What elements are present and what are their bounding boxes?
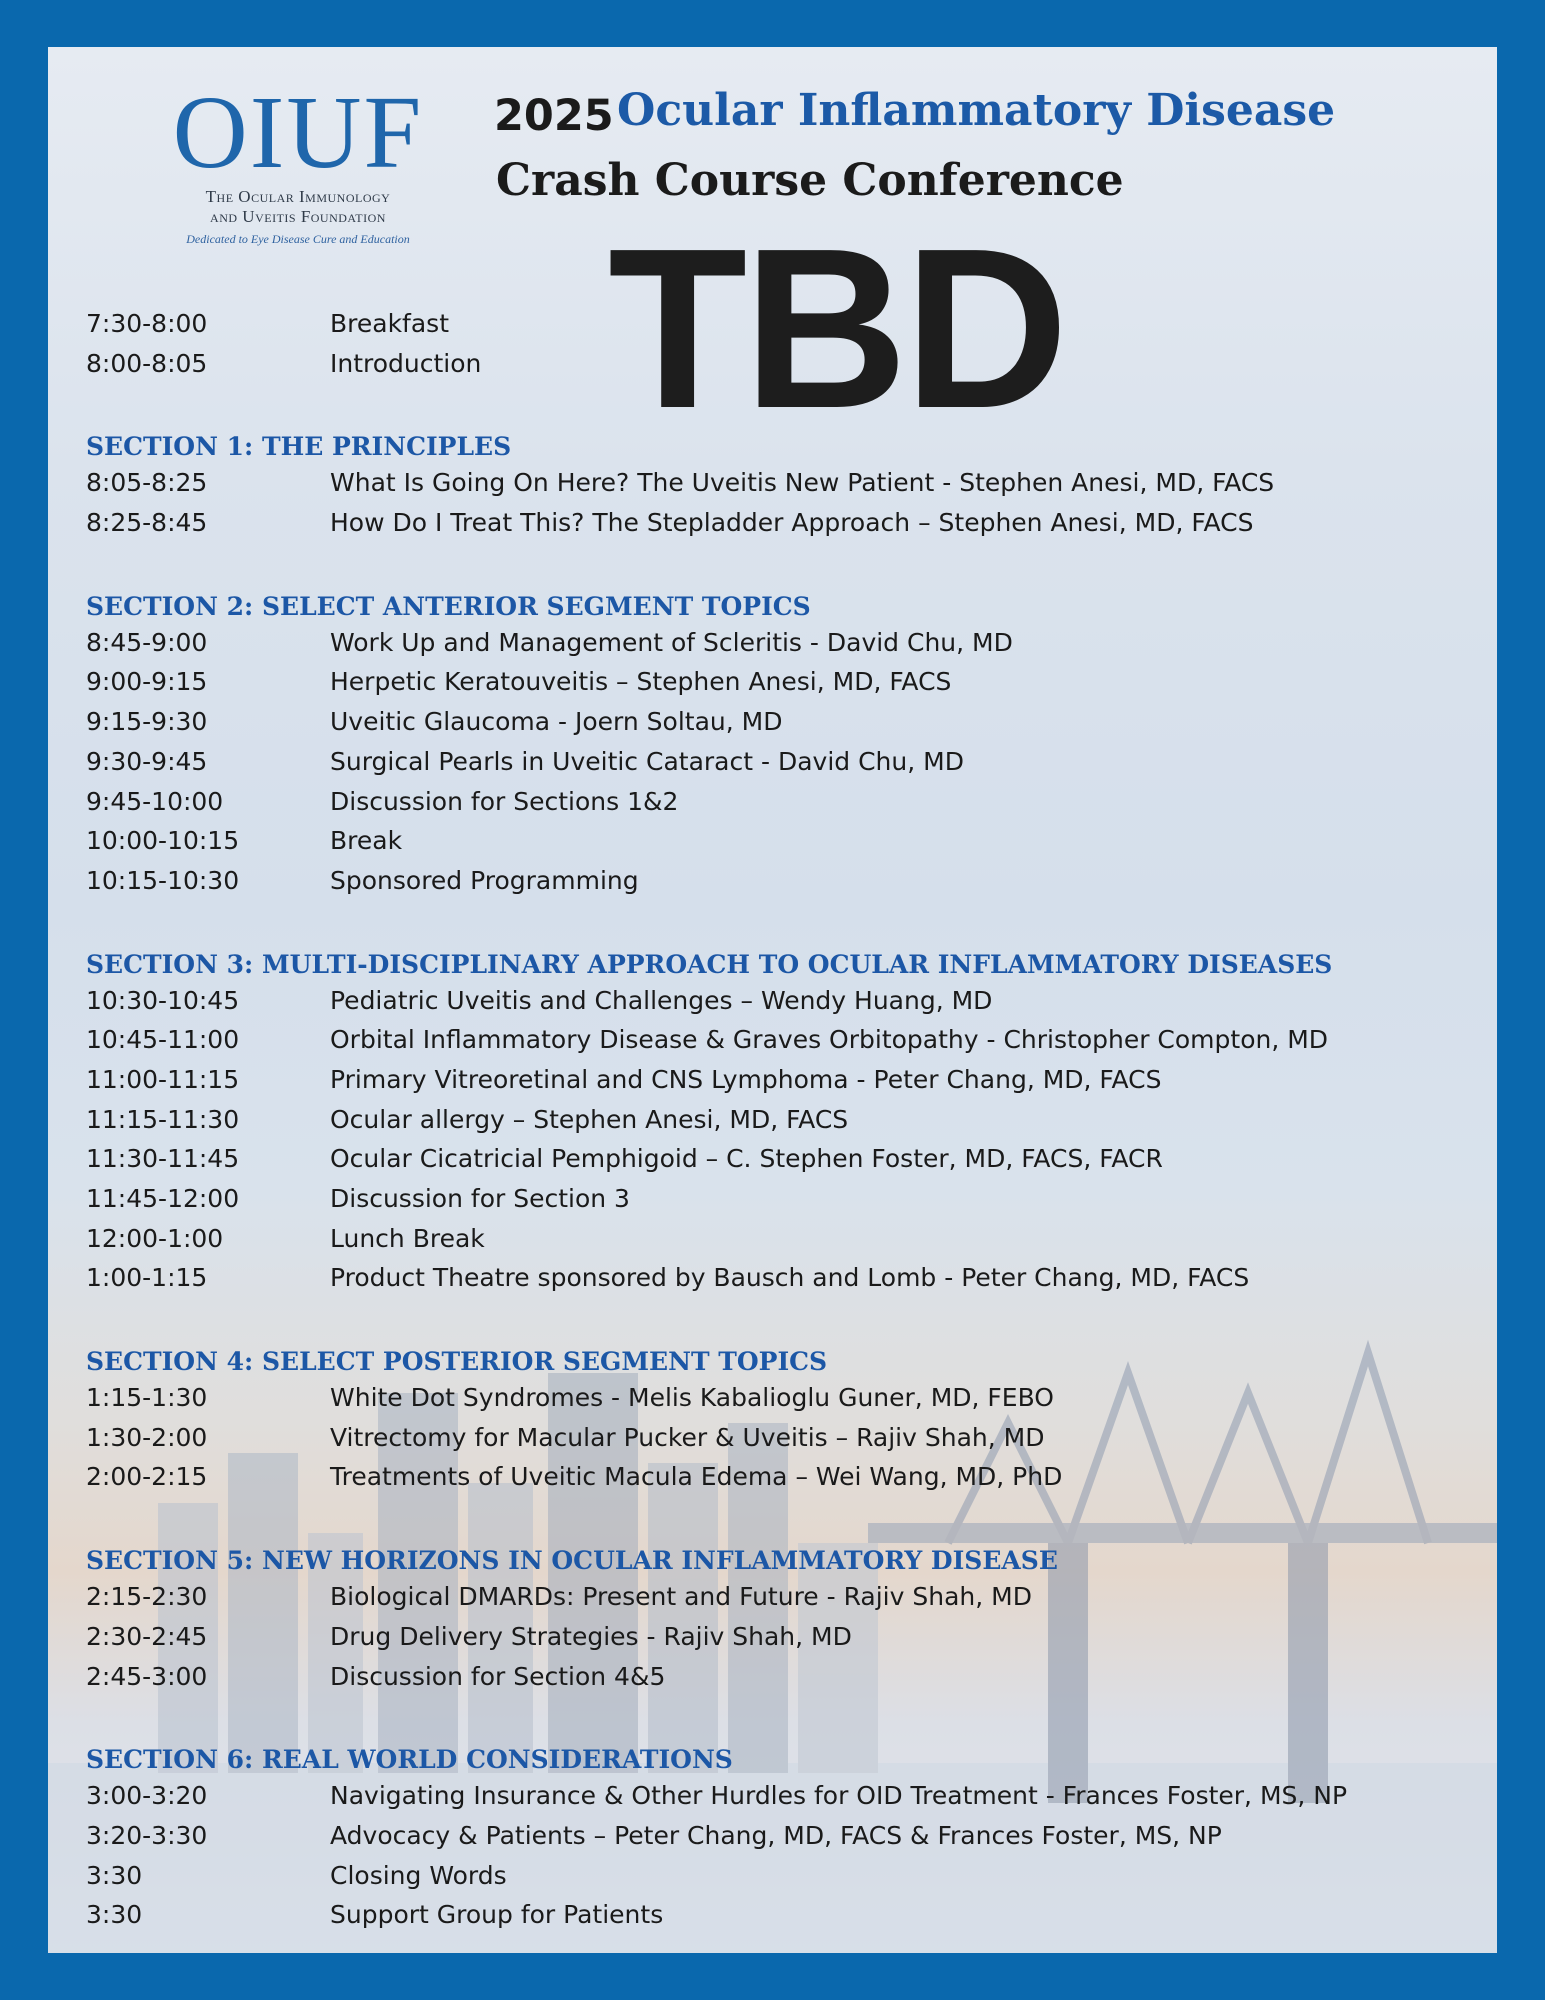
agenda-row <box>86 305 1486 345</box>
agenda-desc: White Dot Syndromes - Melis Kabalioglu Guner, MD, FEBO <box>330 1383 1054 1413</box>
agenda-desc: Ocular Cicatricial Pemphigoid – C. Stephen Foster, MD, FACS, FACR <box>330 1144 1163 1174</box>
agenda-row <box>86 1140 1486 1180</box>
agenda-desc: Drug Delivery Strategies - Rajiv Shah, MD <box>330 1621 852 1651</box>
agenda-desc: Herpetic Keratouveitis – Stephen Anesi, MD, FACS <box>330 667 952 697</box>
agenda-time: 1:15-1:30 <box>86 1383 208 1413</box>
agenda-row <box>86 703 1486 743</box>
agenda-row <box>86 1061 1486 1101</box>
section-heading: SECTION 3: MULTI-DISCIPLINARY APPROACH TO OCULAR INFLAMMATORY DISEASES <box>86 949 1333 979</box>
conference-title: Ocular Inflammatory Disease <box>617 85 1336 136</box>
agenda-row <box>86 783 1486 823</box>
agenda-desc: Break <box>330 826 403 856</box>
agenda-time: 8:45-9:00 <box>86 627 208 657</box>
agenda-time: 3:30 <box>86 1900 143 1930</box>
agenda-desc: Discussion for Section 4&5 <box>330 1661 666 1691</box>
section-heading: SECTION 1: THE PRINCIPLES <box>86 432 512 462</box>
agenda-desc: Pediatric Uveitis and Challenges – Wendy Huang, MD <box>330 985 993 1015</box>
agenda-time: 2:00-2:15 <box>86 1462 208 1492</box>
agenda-row <box>86 464 1486 504</box>
logo-name-line2: and Uveitis Foundation <box>210 207 386 226</box>
agenda-desc: Primary Vitreoretinal and CNS Lymphoma - Peter Chang, MD, FACS <box>330 1064 1162 1094</box>
agenda-time: 9:15-9:30 <box>86 707 208 737</box>
agenda-row <box>86 862 1486 902</box>
agenda-desc: Introduction <box>330 348 482 378</box>
agenda-desc: Closing Words <box>330 1860 507 1890</box>
agenda-desc: How Do I Treat This? The Stepladder Approach – Stephen Anesi, MD, FACS <box>330 508 1254 538</box>
section-heading: SECTION 5: NEW HORIZONS IN OCULAR INFLAMMATORY DISEASE <box>86 1546 1058 1576</box>
agenda-desc: Discussion for Sections 1&2 <box>330 786 679 816</box>
agenda-desc: Discussion for Section 3 <box>330 1184 630 1213</box>
agenda-time: 11:30-11:45 <box>86 1144 240 1174</box>
agenda-time: 8:00-8:05 <box>86 348 208 378</box>
section-heading: SECTION 6: REAL WORLD CONSIDERATIONS <box>86 1745 733 1775</box>
agenda-time: 2:30-2:45 <box>86 1621 208 1651</box>
agenda-row <box>86 1458 1486 1498</box>
agenda-row <box>86 1618 1486 1658</box>
agenda-desc: Lunch Break <box>330 1223 485 1253</box>
agenda-desc: Navigating Insurance & Other Hurdles for OID Treatment - Frances Foster, MS, NP <box>330 1781 1348 1811</box>
agenda-desc: Work Up and Management of Scleritis - David Chu, MD <box>330 627 1013 657</box>
agenda-desc: Advocacy & Patients – Peter Chang, MD, FACS & Frances Foster, MS, NP <box>330 1820 1222 1850</box>
agenda-row <box>86 1578 1486 1618</box>
section-heading: SECTION 2: SELECT ANTERIOR SEGMENT TOPICS <box>86 591 811 621</box>
logo-tagline: Dedicated to Eye Disease Cure and Education <box>186 232 410 246</box>
logo-mark: OIUF <box>172 75 424 190</box>
agenda-row <box>86 345 1486 385</box>
agenda-row <box>86 1180 1486 1220</box>
agenda-desc: Vitrectomy for Macular Pucker & Uveitis – Rajiv Shah, MD <box>330 1422 1045 1452</box>
agenda-time: 8:05-8:25 <box>86 468 208 498</box>
agenda-row <box>86 1777 1486 1817</box>
agenda-row <box>86 1101 1486 1141</box>
agenda-row <box>86 1379 1486 1419</box>
agenda-desc: Orbital Inflammatory Disease & Graves Orbitopathy - Christopher Compton, MD <box>330 1025 1329 1055</box>
agenda-time: 11:15-11:30 <box>86 1104 240 1134</box>
section-heading: SECTION 4: SELECT POSTERIOR SEGMENT TOPICS <box>86 1347 828 1377</box>
agenda-row <box>86 1896 1486 1936</box>
agenda-time: 9:00-9:15 <box>86 667 208 697</box>
agenda-time: 11:00-11:15 <box>86 1064 240 1094</box>
agenda-time: 9:30-9:45 <box>86 746 208 776</box>
agenda-row <box>86 663 1486 703</box>
agenda-time: 9:45-10:00 <box>86 786 224 816</box>
oiuf-logo <box>163 75 433 247</box>
agenda-row <box>86 1419 1486 1459</box>
agenda-time: 11:45-12:00 <box>86 1184 240 1213</box>
location-tbd: TBD <box>608 202 1065 456</box>
agenda-desc: Support Group for Patients <box>330 1900 664 1930</box>
agenda-desc: Breakfast <box>330 309 450 338</box>
agenda-row <box>86 982 1486 1022</box>
agenda-row <box>86 822 1486 862</box>
agenda-time: 10:00-10:15 <box>86 826 240 856</box>
agenda-time: 1:00-1:15 <box>86 1263 208 1293</box>
agenda-time: 2:45-3:00 <box>86 1661 208 1691</box>
agenda-desc: Biological DMARDs: Present and Future - Rajiv Shah, MD <box>330 1582 1032 1612</box>
conference-year: 2025 <box>494 91 614 141</box>
agenda-row <box>86 1658 1486 1698</box>
agenda-row <box>86 624 1486 664</box>
agenda-desc: Ocular allergy – Stephen Anesi, MD, FACS <box>330 1104 849 1134</box>
agenda-desc: Sponsored Programming <box>330 865 639 895</box>
conference-subtitle: Crash Course Conference <box>496 155 1124 206</box>
agenda-time: 7:30-8:00 <box>86 309 208 338</box>
agenda-row <box>86 1857 1486 1897</box>
logo-name-line1: The Ocular Immunology <box>205 187 391 206</box>
agenda-desc: Uveitic Glaucoma - Joern Soltau, MD <box>330 707 783 737</box>
agenda-sheet <box>48 47 1497 1953</box>
agenda-row <box>86 1817 1486 1857</box>
agenda-time: 8:25-8:45 <box>86 508 208 538</box>
agenda-time: 10:45-11:00 <box>86 1025 240 1055</box>
agenda-desc: What Is Going On Here? The Uveitis New Patient - Stephen Anesi, MD, FACS <box>330 468 1275 498</box>
agenda-time: 10:15-10:30 <box>86 865 240 895</box>
agenda-time: 2:15-2:30 <box>86 1582 208 1612</box>
agenda-desc: Surgical Pearls in Uveitic Cataract - David Chu, MD <box>330 746 964 776</box>
agenda-time: 1:30-2:00 <box>86 1422 208 1452</box>
agenda-desc: Product Theatre sponsored by Bausch and Lomb - Peter Chang, MD, FACS <box>330 1263 1250 1293</box>
agenda-time: 3:20-3:30 <box>86 1820 208 1850</box>
agenda-time: 12:00-1:00 <box>86 1223 224 1253</box>
agenda-time: 10:30-10:45 <box>86 985 240 1015</box>
agenda-desc: Treatments of Uveitic Macula Edema – Wei Wang, MD, PhD <box>330 1462 1063 1492</box>
agenda-row <box>86 1220 1486 1260</box>
agenda-row <box>86 504 1486 544</box>
agenda-row <box>86 1021 1486 1061</box>
agenda-row <box>86 1259 1486 1299</box>
agenda-time: 3:30 <box>86 1860 143 1890</box>
agenda-time: 3:00-3:20 <box>86 1781 208 1811</box>
agenda-row <box>86 743 1486 783</box>
agenda-list <box>86 305 1486 1936</box>
